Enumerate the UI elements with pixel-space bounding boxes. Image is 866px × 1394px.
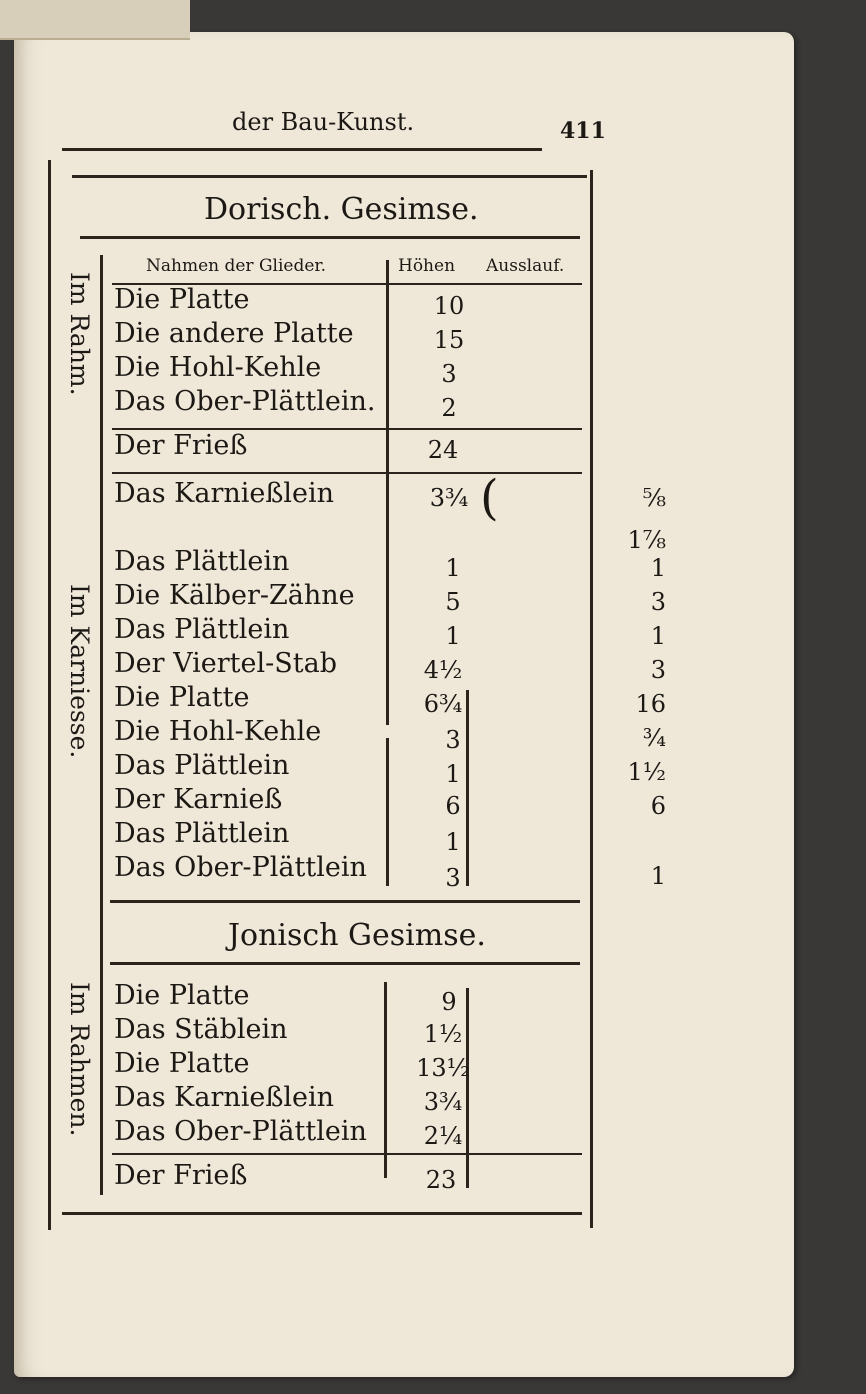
row-height: 1 <box>445 760 461 788</box>
row-name: Das Plättlein <box>114 546 290 577</box>
doric-bottom-rule <box>110 900 580 903</box>
row-height: 10 <box>433 292 465 320</box>
ionic-height-divider <box>384 982 387 1178</box>
row-name: Die Platte <box>114 284 250 315</box>
row-name: Das Ober-Plättlein <box>114 1116 367 1147</box>
row-projection: 3 <box>650 656 666 684</box>
row-name: Das Ober-Plättlein <box>114 852 367 883</box>
row-height: 5 <box>445 588 461 616</box>
friess-end-rule <box>112 472 582 474</box>
side-label-im-karniesse: Im Karniesse. <box>65 584 94 759</box>
row-height: 1 <box>445 622 461 650</box>
row-name: Die Platte <box>114 1048 250 1079</box>
row-projection: 1½ <box>627 758 666 786</box>
row-name: Die Hohl-Kehle <box>114 352 322 383</box>
previous-page-edge <box>0 0 190 40</box>
row-projection: ¾ <box>642 724 666 752</box>
table-bottom-rule <box>62 1212 582 1215</box>
row-name: Der Frieß <box>114 430 248 461</box>
row-height: 6¾ <box>423 690 463 718</box>
row-projection: 1 <box>650 554 666 582</box>
height-column-divider <box>386 260 389 725</box>
row-height: 13½ <box>416 1054 470 1082</box>
row-name: Das Ober-Plättlein. <box>114 386 376 417</box>
row-name: Das Stäblein <box>114 1014 288 1045</box>
ionic-title-rule <box>110 962 580 965</box>
row-name: Die andere Platte <box>114 318 354 349</box>
row-name: Die Platte <box>114 980 250 1011</box>
brace: ( <box>480 470 499 526</box>
row-name: Die Hohl-Kehle <box>114 716 322 747</box>
doric-title-rule <box>80 236 580 239</box>
row-height: 3 <box>445 726 461 754</box>
table-top-rule <box>72 175 587 178</box>
row-name: Der Frieß <box>114 1160 248 1191</box>
table-right-border <box>590 170 593 1228</box>
side-label-divider <box>100 255 103 1195</box>
row-height: 1 <box>445 828 461 856</box>
row-projection: 16 <box>635 690 666 718</box>
running-header: der Bau-Kunst. <box>232 108 415 136</box>
row-height: 3¾ <box>429 484 469 512</box>
row-projection: 1 <box>650 862 666 890</box>
projection-column-divider <box>466 690 469 886</box>
row-height: 3 <box>441 360 457 388</box>
top-rule <box>62 148 542 151</box>
side-label-im-rahmen: Im Rahmen. <box>65 982 94 1137</box>
row-height: 2 <box>441 394 457 422</box>
row-height: 2¼ <box>423 1122 463 1150</box>
doric-section-title: Dorisch. Gesimse. <box>204 192 479 227</box>
page-number: 411 <box>560 118 606 144</box>
row-name: Das Plättlein <box>114 614 290 645</box>
column-header-projection: Ausslauf. <box>486 256 565 276</box>
height-column-divider-lower <box>386 738 389 886</box>
side-label-im-rahm: Im Rahm. <box>65 272 94 396</box>
row-projection: 3 <box>650 588 666 616</box>
row-name: Das Karnießlein <box>114 478 335 509</box>
row-name: Der Viertel-Stab <box>114 648 337 679</box>
ionic-friess-rule <box>112 1153 582 1155</box>
column-header-height: Höhen <box>398 256 456 276</box>
row-height: 1½ <box>423 1020 463 1048</box>
row-name: Das Plättlein <box>114 818 290 849</box>
table-left-border <box>48 160 51 1230</box>
column-header-name: Nahmen der Glieder. <box>146 256 327 276</box>
row-projection: 6 <box>650 792 666 820</box>
row-name: Das Plättlein <box>114 750 290 781</box>
row-projection: 1 <box>650 622 666 650</box>
row-height: 3¾ <box>423 1088 463 1116</box>
row-projection: ⅝ <box>642 484 666 512</box>
row-height: 3 <box>445 864 461 892</box>
row-height: 6 <box>445 792 461 820</box>
row-name: Die Kälber-Zähne <box>114 580 355 611</box>
row-height: 9 <box>441 988 457 1016</box>
row-name: Das Karnießlein <box>114 1082 335 1113</box>
row-name: Der Karnieß <box>114 784 283 815</box>
row-height: 15 <box>433 326 465 354</box>
row-height: 1 <box>445 554 461 582</box>
row-name: Die Platte <box>114 682 250 713</box>
row-height: 4½ <box>423 656 463 684</box>
row-projection: 1⅞ <box>627 526 666 554</box>
ionic-section-title: Jonisch Gesimse. <box>228 918 486 953</box>
row-height: 23 <box>425 1166 457 1194</box>
row-height: 24 <box>427 436 459 464</box>
